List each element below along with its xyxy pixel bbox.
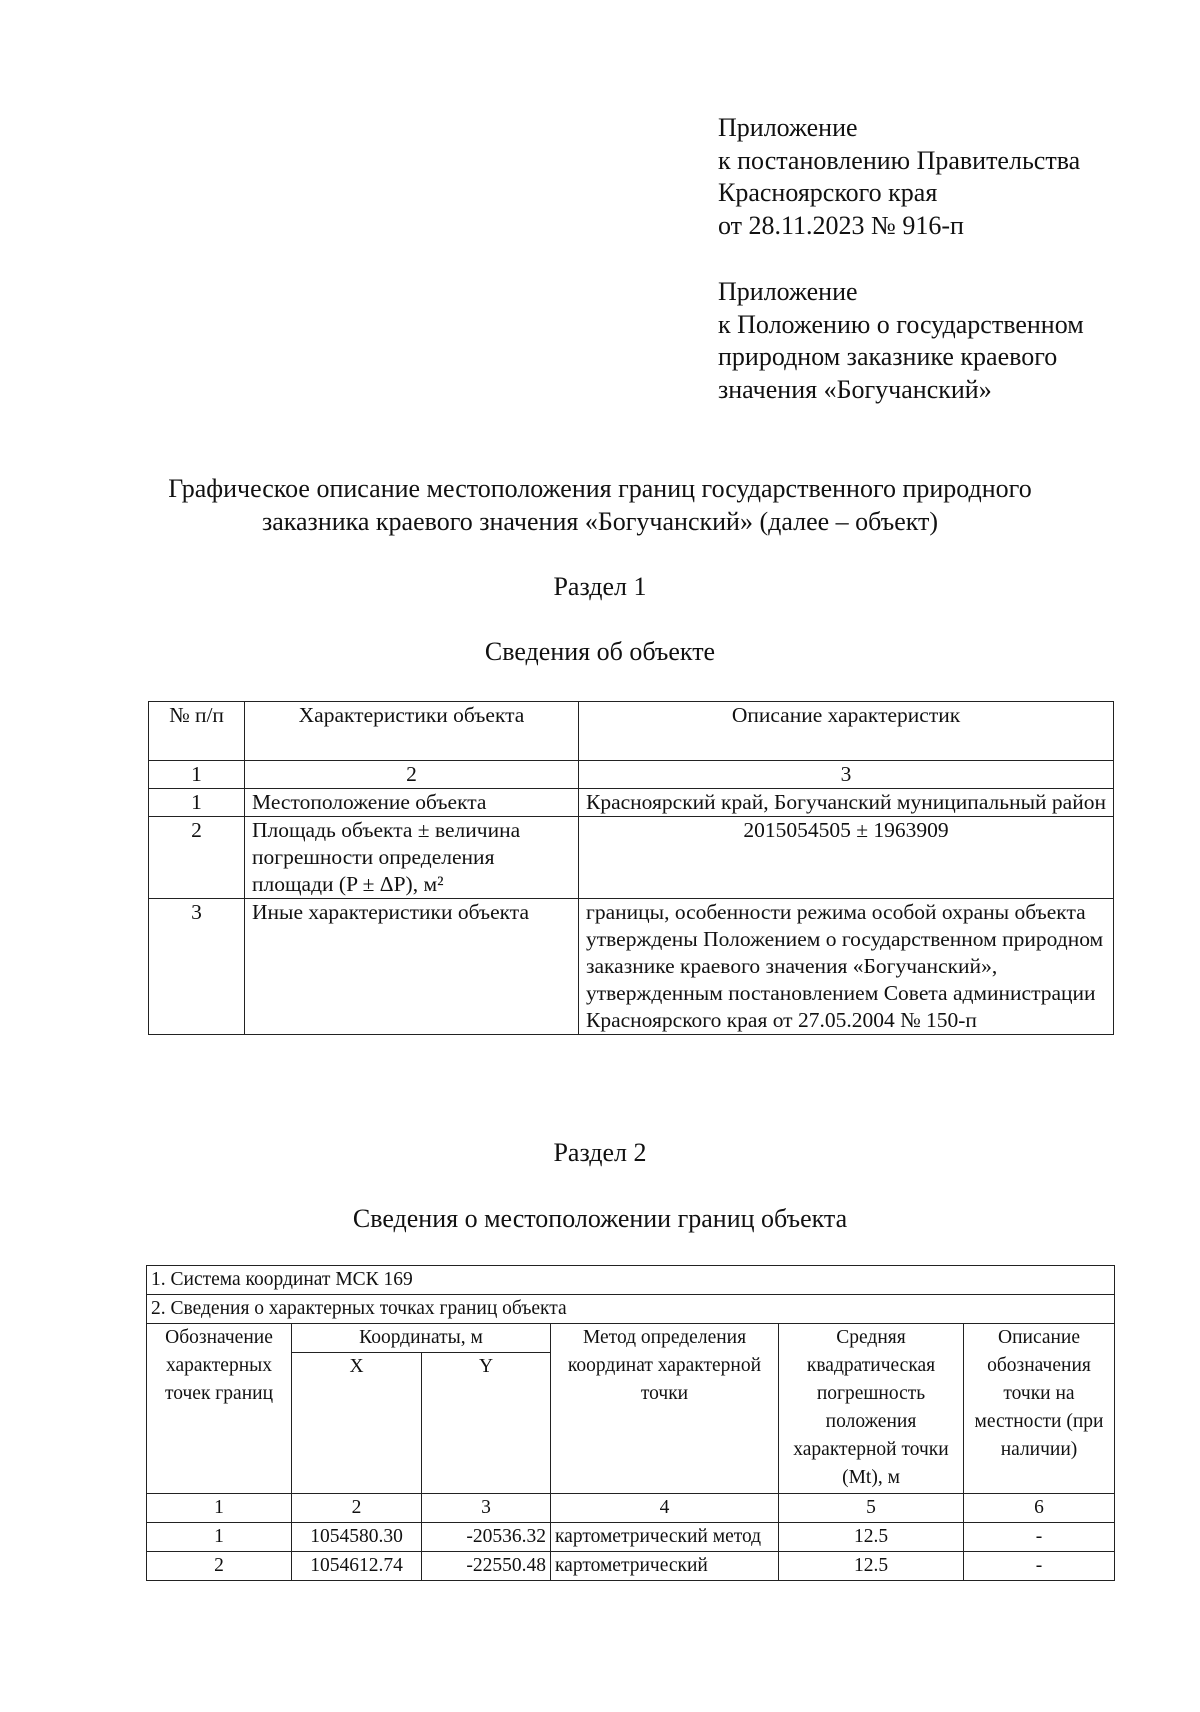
- row-number: 2: [149, 817, 245, 899]
- characteristic-desc: границы, особенности режима особой охраны объекта утверждены Положением о государственном природном заказнике краевого значения «Богучанский», утвержденным постановлением Совета администрации Красноярского края от 27.05.2004 № 150-п: [579, 899, 1114, 1035]
- table-row: [149, 817, 1114, 899]
- column-number: 1: [147, 1494, 292, 1523]
- section2-heading: Раздел 2: [553, 1138, 647, 1167]
- row-number: 3: [149, 899, 245, 1035]
- appendix-block-government: [718, 112, 1080, 242]
- column-number: 2: [292, 1494, 422, 1523]
- header-error: Средняя квадратическая погрешность положения характерной точки (Mt), м: [779, 1324, 964, 1494]
- point-id: 2: [147, 1552, 292, 1581]
- column-number: 6: [964, 1494, 1115, 1523]
- header-coordinates: Координаты, м: [292, 1324, 551, 1353]
- row-number: 1: [149, 789, 245, 817]
- column-number: 3: [422, 1494, 551, 1523]
- boundary-points-table: [146, 1265, 1115, 1581]
- point-y: -20536.32: [422, 1523, 551, 1552]
- point-x: 1054612.74: [292, 1552, 422, 1581]
- coordinate-system-row: [147, 1266, 1115, 1295]
- section1-heading: Раздел 1: [553, 572, 647, 601]
- column-number: 3: [579, 761, 1114, 789]
- appendix-line: Приложение: [718, 277, 858, 306]
- header-cell: № п/п: [149, 702, 245, 761]
- header-description: Описание обозначения точки на местности (при наличии): [964, 1324, 1115, 1494]
- table-header-row: [147, 1324, 1115, 1353]
- column-number-row: [149, 761, 1114, 789]
- header-x: X: [292, 1353, 422, 1494]
- table-row: [149, 789, 1114, 817]
- appendix-line: Приложение: [718, 113, 858, 142]
- point-x: 1054580.30: [292, 1523, 422, 1552]
- appendix-line: к Положению о государственном: [718, 309, 1084, 339]
- point-description: -: [964, 1523, 1115, 1552]
- column-number: 4: [551, 1494, 779, 1523]
- header-method: Метод определения координат характерной точки: [551, 1324, 779, 1494]
- points-title-row: [147, 1295, 1115, 1324]
- characteristic-desc: 2015054505 ± 1963909: [579, 817, 1114, 899]
- point-error: 12.5: [779, 1523, 964, 1552]
- point-y: -22550.48: [422, 1552, 551, 1581]
- table-row: [149, 899, 1114, 1035]
- object-info-table: [148, 701, 1114, 1035]
- point-error: 12.5: [779, 1552, 964, 1581]
- column-number: 1: [149, 761, 245, 789]
- title-line-1: Графическое описание местоположения границ государственного природного: [168, 474, 1032, 503]
- characteristic-name: Площадь объекта ± величина погрешности определения площади (P ± ΔP), м²: [245, 817, 579, 899]
- appendix-line: к постановлению Правительства: [718, 145, 1081, 175]
- point-description: -: [964, 1552, 1115, 1581]
- appendix-line: природном заказнике краевого: [718, 342, 1058, 371]
- document-title: [0, 472, 1200, 538]
- table-row: [147, 1552, 1115, 1581]
- point-method: картометрический: [551, 1552, 779, 1581]
- appendix-line: от 28.11.2023 № 916-п: [718, 210, 964, 240]
- point-method: картометрический метод: [551, 1523, 779, 1552]
- point-id: 1: [147, 1523, 292, 1552]
- column-number: 2: [245, 761, 579, 789]
- characteristic-name: Местоположение объекта: [245, 789, 579, 817]
- appendix-line: значения «Богучанский»: [718, 374, 992, 404]
- header-cell: Характеристики объекта: [245, 702, 579, 761]
- header-y: Y: [422, 1353, 551, 1494]
- appendix-block-regulation: [718, 276, 1084, 406]
- table-row: [147, 1523, 1115, 1552]
- column-number-row: [147, 1494, 1115, 1523]
- header-designation: Обозначение характерных точек границ: [147, 1324, 292, 1494]
- characteristic-name: Иные характеристики объекта: [245, 899, 579, 1035]
- appendix-line: Красноярского края: [718, 178, 938, 207]
- header-cell: Описание характеристик: [579, 702, 1114, 761]
- table-header-row: [149, 702, 1114, 761]
- column-number: 5: [779, 1494, 964, 1523]
- points-title: 2. Сведения о характерных точках границ объекта: [147, 1295, 1115, 1324]
- characteristic-desc: Красноярский край, Богучанский муниципальный район: [579, 789, 1114, 817]
- title-line-2: заказника краевого значения «Богучанский» (далее – объект): [261, 507, 939, 536]
- coordinate-system: 1. Система координат МСК 169: [147, 1266, 1115, 1295]
- section1-subheading: Сведения об объекте: [484, 637, 716, 666]
- section2-subheading: Сведения о местоположении границ объекта: [352, 1204, 848, 1233]
